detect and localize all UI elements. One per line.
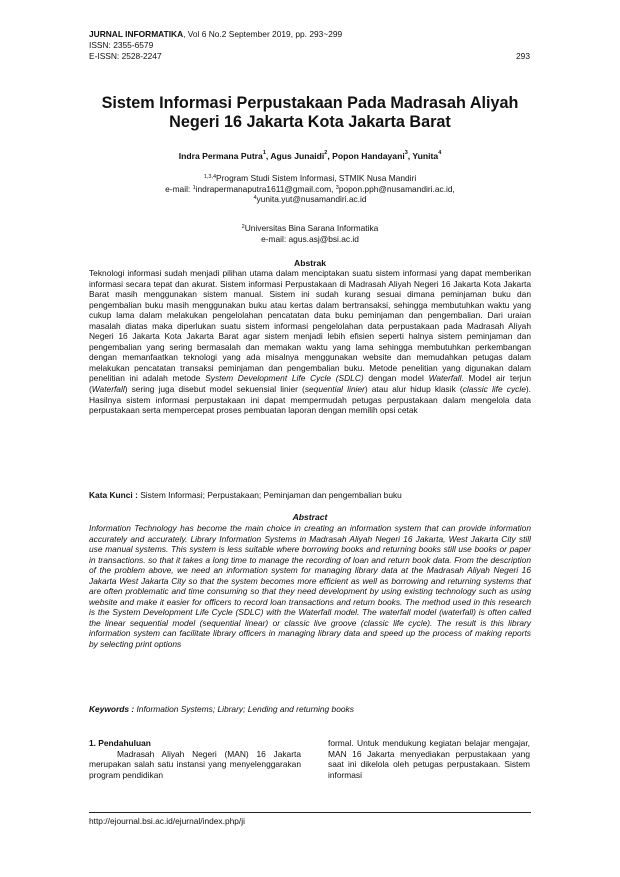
author-1-sup: 1	[262, 150, 266, 156]
abstrak-text-2: dengan model	[363, 373, 429, 384]
abstrak-text-3: . Model air terjun (	[89, 373, 531, 395]
abstrak-italic-5: classic life cycle	[462, 384, 526, 395]
email-1: indrapermanaputra1611@gmail.com,	[195, 183, 336, 194]
abstrak-heading: Abstrak	[294, 258, 326, 268]
journal-header	[89, 29, 342, 39]
abstrak-body	[89, 268, 531, 416]
paper-title	[70, 94, 550, 132]
email-3-sup: 3	[335, 184, 339, 191]
footer-divider	[89, 812, 531, 813]
email-4: yunita.yut@nusamandiri.ac.id	[256, 194, 367, 205]
abstrak-text-1: Teknologi informasi sudah menjadi pilihan utama dalam menciptakan suatu sistem informasi yang dapat memberikan informasi secara tepat dan akurat. Sistem informasi Perpustakaan di Madrasah Aliyah Negeri 16 Jakarta Kota Jakarta Barat masih menggunakan sistem manual. Sistem ini sudah kurang sesuai dimana peminjaman buku dan pengembalian buku masih menggunakan buku atau kertas dalam bertransaksi, sehingga membutuhkan waktu yang cukup lama dalam melakukan pengelolahan pencatatan data buku peminjaman dan pengembalian. Dari uraian masalah diatas maka diperlukan suatu sistem informasi pengelolahan data perpustakaan pada Madrasah Aliyah Negeri 16 Jakarta Kota Jakarta Barat agar sistem menjadi lebih efisien seperti halnya sistem peminjaman dan pengembalian yang sering bermasalah dan memakan waktu yang lama sehingga membutuhkan perkembangan dengan memanfaatkan teknologi yang ada misalnya menggunakan website dan memudahkan petugas dalam melakukan pencatatan transaksi peminjaman dan pengembalian buku. Metode penelitian yang digunakan dalam penelitian ini adalah metode	[89, 268, 531, 384]
affiliation-1-sup: 1,3,4	[203, 174, 217, 180]
affiliation-2-sup: 2	[241, 224, 245, 230]
kata-kunci-label: Kata Kunci :	[89, 490, 138, 500]
title-line-2: Negeri 16 Jakarta Kota Jakarta Barat	[169, 113, 451, 131]
keywords-text: Information Systems; Library; Lending and returning books	[134, 704, 354, 714]
intro-heading: 1. Pendahuluan	[89, 738, 151, 748]
title-line-1: Sistem Informasi Perpustakaan Pada Madrasah Aliyah	[101, 94, 519, 112]
affiliation-2-institution: Universitas Bina Sarana Informatika	[244, 223, 379, 233]
kata-kunci-text: Sistem Informasi; Perpustakaan; Peminjaman dan pengembalian buku	[137, 490, 402, 500]
abstrak-italic-1: System Development Life Cycle (SDLC)	[205, 373, 364, 384]
keywords	[89, 704, 531, 714]
abstrak-text-5: ) atau alur hidup klasik (	[364, 384, 463, 395]
author-3-sup: 3	[404, 150, 408, 156]
abstrak-italic-2: Waterfall	[428, 373, 462, 384]
abstrak-italic-4: sequential linier	[304, 384, 365, 395]
journal-name: JURNAL INFORMATIKA	[89, 29, 184, 39]
eissn: E-ISSN: 2528-2247	[89, 51, 162, 61]
author-1: Indra Permana Putra	[178, 151, 263, 161]
affiliation-1-email-prefix: e-mail:	[165, 183, 193, 194]
email-1-sup: 1	[192, 184, 196, 191]
keywords-label: Keywords :	[89, 704, 135, 714]
footer-url[interactable]: http://ejournal.bsi.ac.id/ejurnal/index.php/ji	[89, 816, 245, 826]
author-2: , Agus Junaidi	[265, 151, 325, 161]
email-4-sup: 4	[253, 195, 257, 202]
author-2-sup: 2	[324, 150, 328, 156]
intro-left-text: Madrasah Aliyah Negeri (MAN) 16 Jakarta merupakan salah satu instansi yang menyelenggarakan program pendidikan	[89, 748, 301, 780]
author-3: , Popon Handayani	[327, 151, 405, 161]
abstrak-italic-3: Waterfall	[91, 384, 125, 395]
affiliation-2-email: e-mail: agus.asj@bsi.ac.id	[261, 233, 359, 244]
author-4-sup: 4	[438, 150, 442, 156]
abstrak-text-6: ). Hasilnya sistem informasi perpustakaan ini dapat mempermudah petugas perpustakaan dalam mengelola data perpustakaan serta mempercepat proses pembuatan laporan dengan memilih opsi cetak	[89, 384, 531, 416]
affiliation-2	[80, 223, 540, 244]
author-list	[80, 151, 540, 161]
kata-kunci	[89, 490, 531, 500]
email-3: popon.pph@nusamandiri.ac.id,	[338, 183, 455, 194]
abstrak-text-4: ) sering juga disebut model sekuensial linier (	[124, 384, 305, 395]
author-4: , Yunita	[407, 151, 439, 161]
issn: ISSN: 2355-6579	[89, 40, 154, 50]
intro-left-column	[89, 738, 301, 780]
journal-issue: , Vol 6 No.2 September 2019, pp. 293~299	[183, 29, 343, 39]
abstract-heading: Abstract	[292, 512, 328, 522]
intro-right-column: formal. Untuk mendukung kegiatan belajar mengajar, MAN 16 Jakarta menyediakan perpustakaan yang saat ini dikelola oleh petugas perpustakaan. Sistem informasi	[328, 738, 530, 780]
page-number: 293	[516, 51, 530, 61]
abstract-body: Information Technology has become the main choice in creating an information system that can provide information accurately and accurately. Library Information Systems in Madrasah Aliyah Negeri 16 Jakarta, West Jakarta City still use manual systems. This system is less suitable where borrowing books and returning books still use books or paper in transactions. so that it takes a long time to manage the recording of loan and return book data. From the description of the problem above, we need an information system for managing library data at the Madrasah Aliyah Negeri 16 Jakarta West Jakarta City so that the system becomes more efficient as well as borrowing and returning systems that are often problematic and time consuming so that they need development by using existing technology such as using website and make it easier for officers to record loan transactions and return books. The method used in this research is the System Development Life Cycle (SDLC) with the Waterfall model. The waterfall model (waterfall) is often called the linear sequential model (sequential linear) or classic live groove (classic life cycle). The result is this library information system can facilitate library officers in managing library data and speed up the process of making reports by selecting print options	[89, 523, 531, 650]
affiliation-1-institution: Program Studi Sistem Informasi, STMIK Nusa Mandiri	[216, 173, 417, 183]
affiliation-1	[80, 173, 540, 205]
